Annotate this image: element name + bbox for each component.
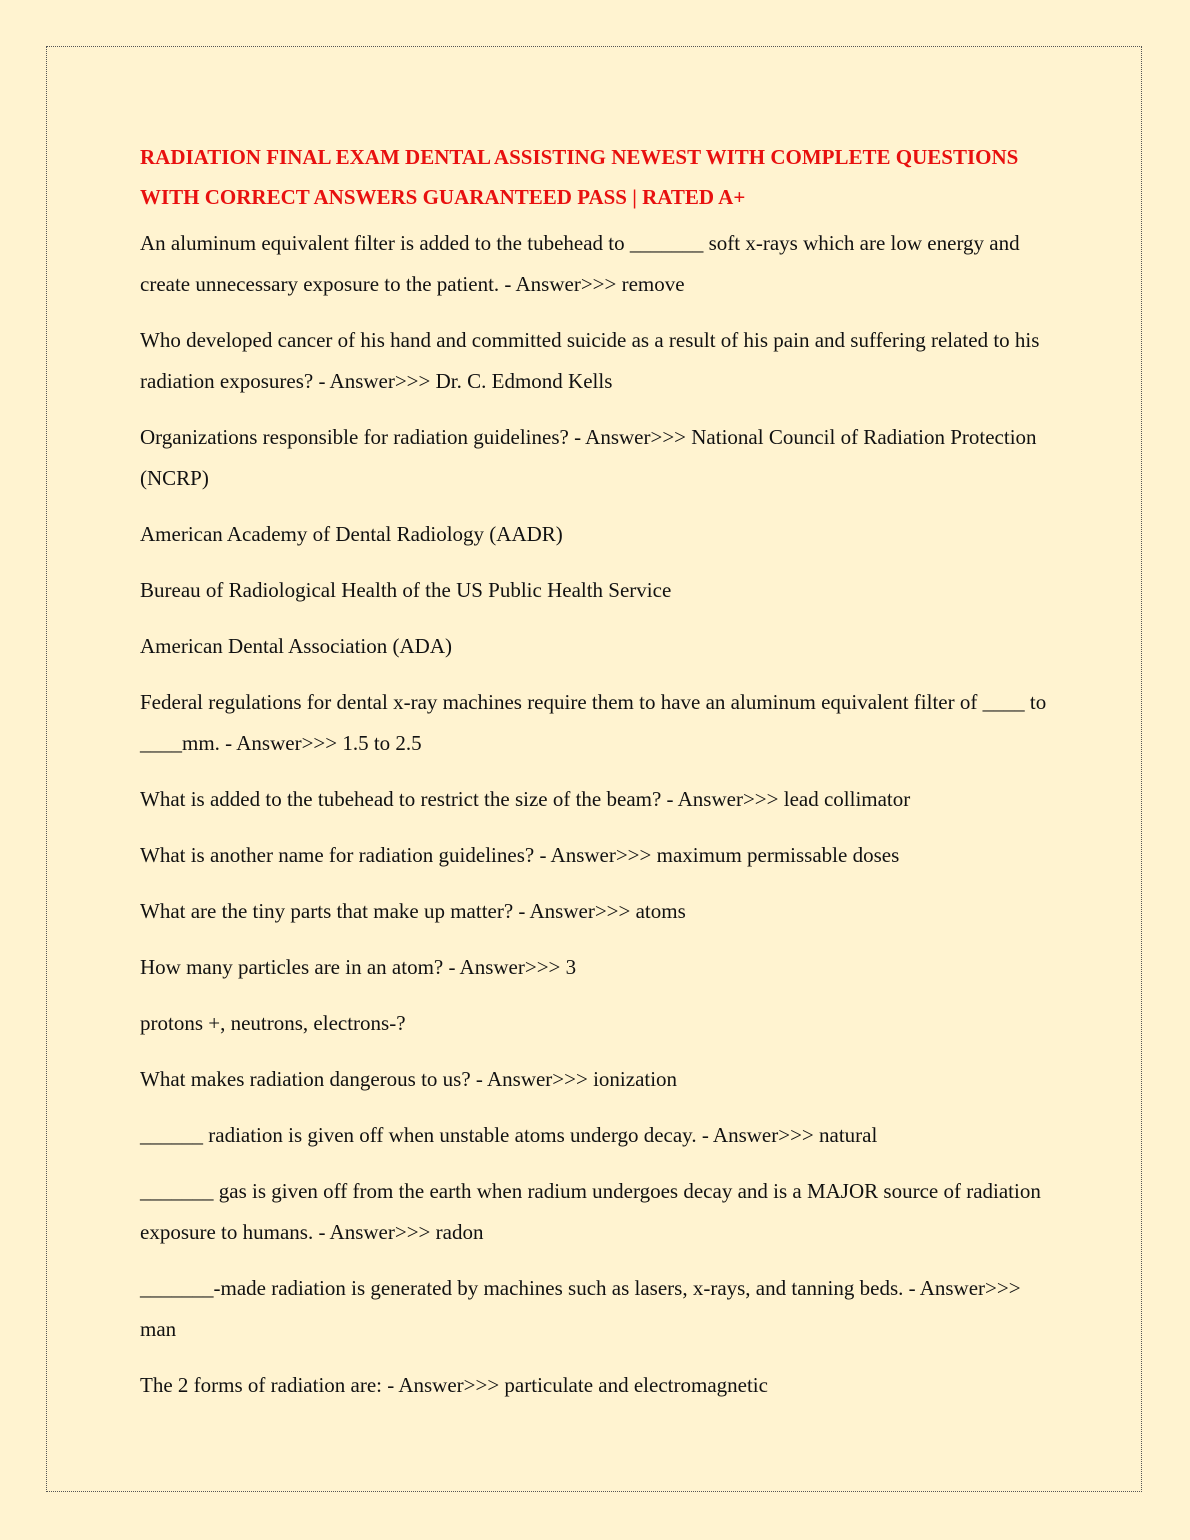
qa-paragraph: _______-made radiation is generated by machines such as lasers, x-rays, and tanning beds. - Answer>>> man <box>140 1276 1021 1341</box>
qa-paragraph: The 2 forms of radiation are: - Answer>>> particulate and electromagnetic <box>140 1373 768 1397</box>
qa-paragraph: Federal regulations for dental x-ray machines require them to have an aluminum equivalent filter of ____ to ____mm. - Answer>>> 1.5 to 2.5 <box>140 690 1047 755</box>
qa-paragraph: Bureau of Radiological Health of the US Public Health Service <box>140 578 672 602</box>
document-title: RADIATION FINAL EXAM DENTAL ASSISTING NEWEST WITH COMPLETE QUESTIONS WITH CORRECT ANSWERS GUARANTEED PASS | RATED A+ <box>140 145 1019 209</box>
qa-paragraph: Organizations responsible for radiation guidelines? - Answer>>> National Council of Radiation Protection (NCRP) <box>140 425 1037 490</box>
qa-paragraph: What is another name for radiation guidelines? - Answer>>> maximum permissable doses <box>140 843 900 867</box>
qa-paragraph: American Dental Association (ADA) <box>140 634 452 658</box>
qa-paragraph: What are the tiny parts that make up matter? - Answer>>> atoms <box>140 899 686 923</box>
document-content <box>140 137 1060 1421</box>
qa-paragraph: An aluminum equivalent filter is added to the tubehead to _______ soft x-rays which are low energy and create unnecessary exposure to the patient. - Answer>>> remove <box>140 231 1020 296</box>
qa-paragraph: _______ gas is given off from the earth when radium undergoes decay and is a MAJOR source of radiation exposure to humans. - Answer>>> radon <box>140 1179 1041 1244</box>
qa-paragraph: American Academy of Dental Radiology (AADR) <box>140 522 563 546</box>
qa-paragraph: What is added to the tubehead to restrict the size of the beam? - Answer>>> lead collimator <box>140 787 911 811</box>
qa-paragraph: How many particles are in an atom? - Answer>>> 3 <box>140 955 577 979</box>
qa-paragraph: Who developed cancer of his hand and committed suicide as a result of his pain and suffering related to his radiation exposures? - Answer>>> Dr. C. Edmond Kells <box>140 328 1040 393</box>
qa-paragraph: protons +, neutrons, electrons-? <box>140 1011 406 1035</box>
qa-paragraph: ______ radiation is given off when unstable atoms undergo decay. - Answer>>> natural <box>140 1123 878 1147</box>
qa-paragraph: What makes radiation dangerous to us? - Answer>>> ionization <box>140 1067 678 1091</box>
